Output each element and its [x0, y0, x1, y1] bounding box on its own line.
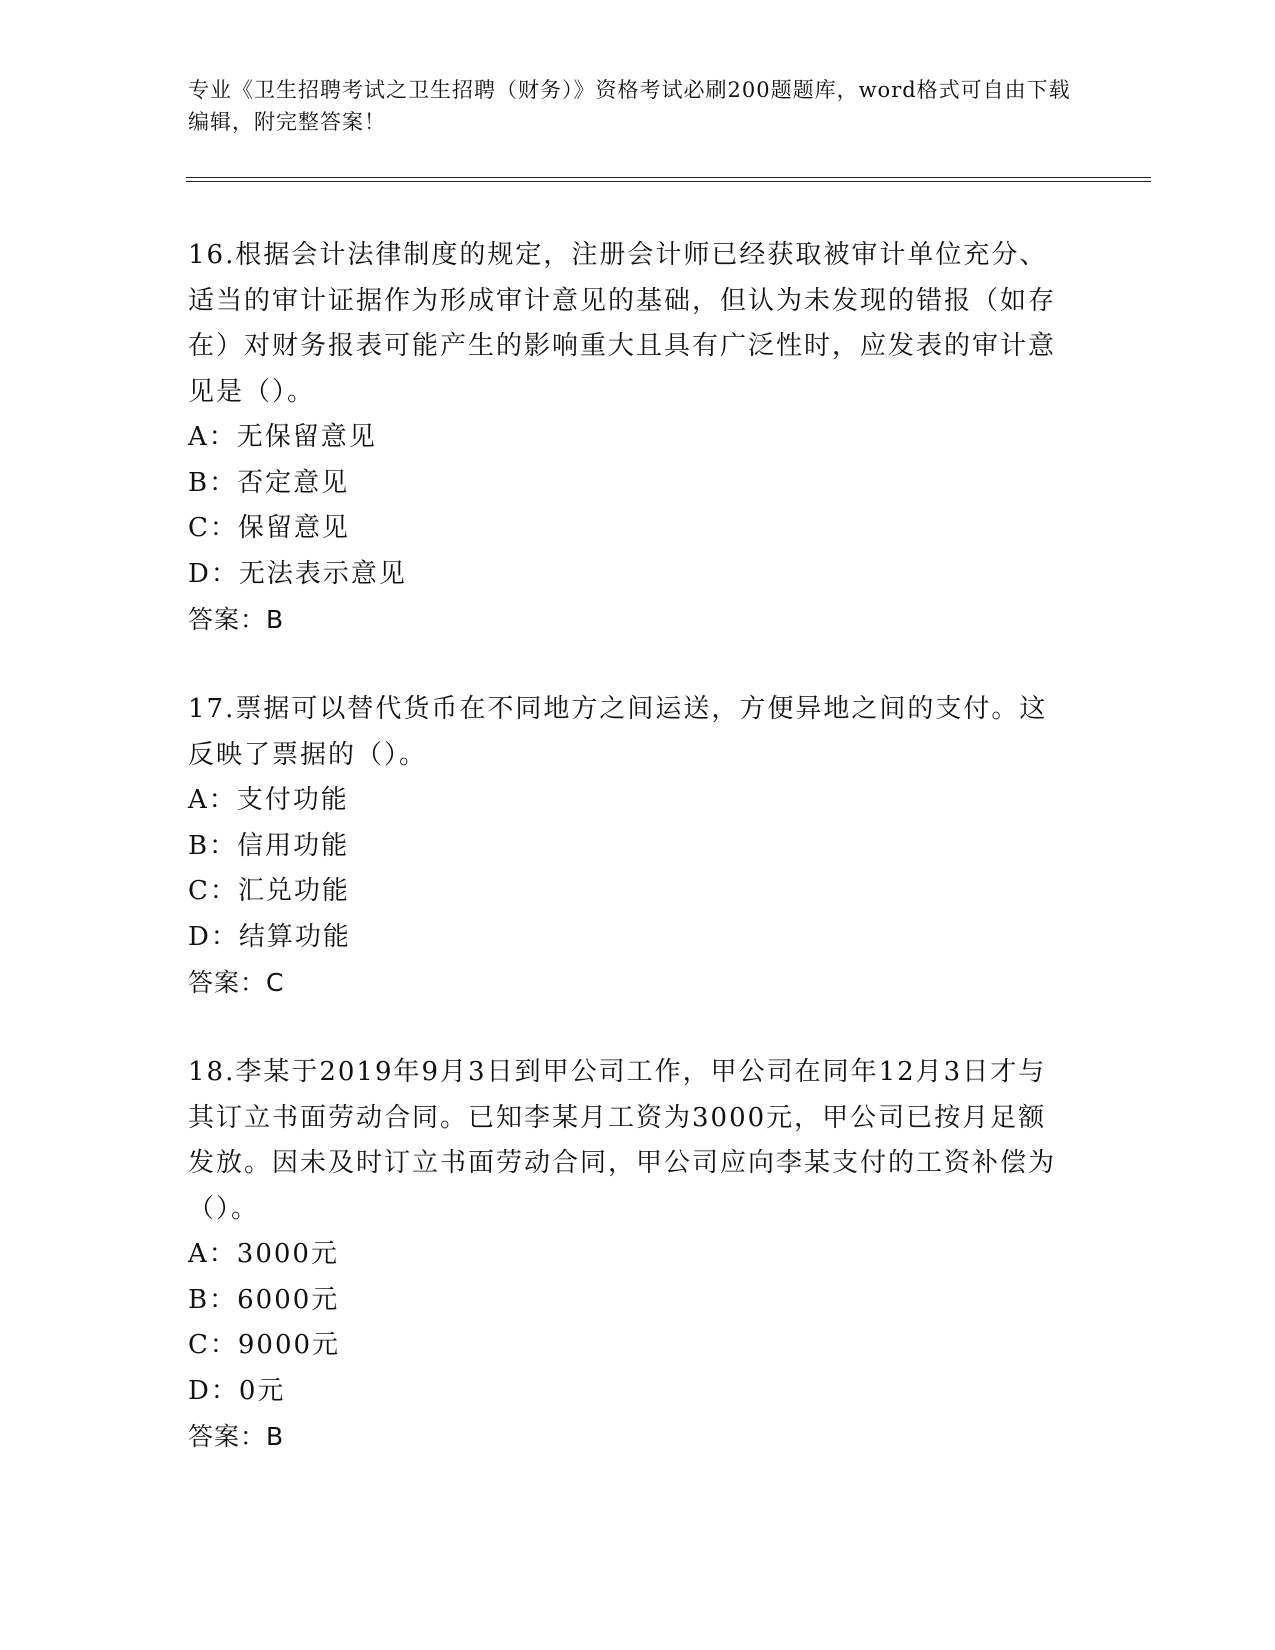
question-16	[188, 233, 1068, 643]
option-c: C：汇兑功能	[188, 876, 350, 906]
option-b: B：否定意见	[188, 467, 350, 498]
option-b: B：6000元	[188, 1284, 340, 1315]
question-stem: 16.根据会计法律制度的规定，注册会计师已经获取被审计单位充分、适当的审计证据作为形成审计意见的基础，但认为未发现的错报（如存在）对财务报表可能产生的影响重大且具有广泛性时，应发表的审计意见是（）。	[188, 240, 1057, 407]
question-18	[188, 1050, 1068, 1460]
option-b: B：信用功能	[188, 830, 350, 861]
option-a: A：3000元	[188, 1239, 339, 1269]
option-a: A：支付功能	[188, 785, 349, 815]
option-d: D：无法表示意见	[188, 558, 407, 589]
header-divider-top	[186, 177, 1151, 178]
question-stem: 17.票据可以替代货币在不同地方之间运送，方便异地之间的支付。这反映了票据的（）。	[188, 694, 1048, 770]
header-divider-bottom	[186, 181, 1151, 182]
option-d: D：0元	[188, 1375, 286, 1406]
answer: 答案：B	[188, 1422, 285, 1451]
option-c: C：9000元	[188, 1330, 341, 1360]
option-d: D：结算功能	[188, 921, 351, 952]
option-c: C：保留意见	[188, 513, 350, 543]
option-a: A：无保留意见	[188, 422, 377, 452]
answer: 答案：C	[188, 968, 285, 997]
answer: 答案：B	[188, 605, 285, 634]
question-17	[188, 687, 1068, 1006]
document-header: 专业《卫生招聘考试之卫生招聘（财务）》资格考试必刷200题题库，word格式可自由下载编辑，附完整答案！	[188, 78, 1071, 134]
question-stem: 18.李某于2019年9月3日到甲公司工作，甲公司在同年12月3日才与其订立书面劳动合同。已知李某月工资为3000元，甲公司已按月足额发放。因未及时订立书面劳动合同，甲公司应向李某支付的工资补偿为（）。	[188, 1057, 1057, 1224]
